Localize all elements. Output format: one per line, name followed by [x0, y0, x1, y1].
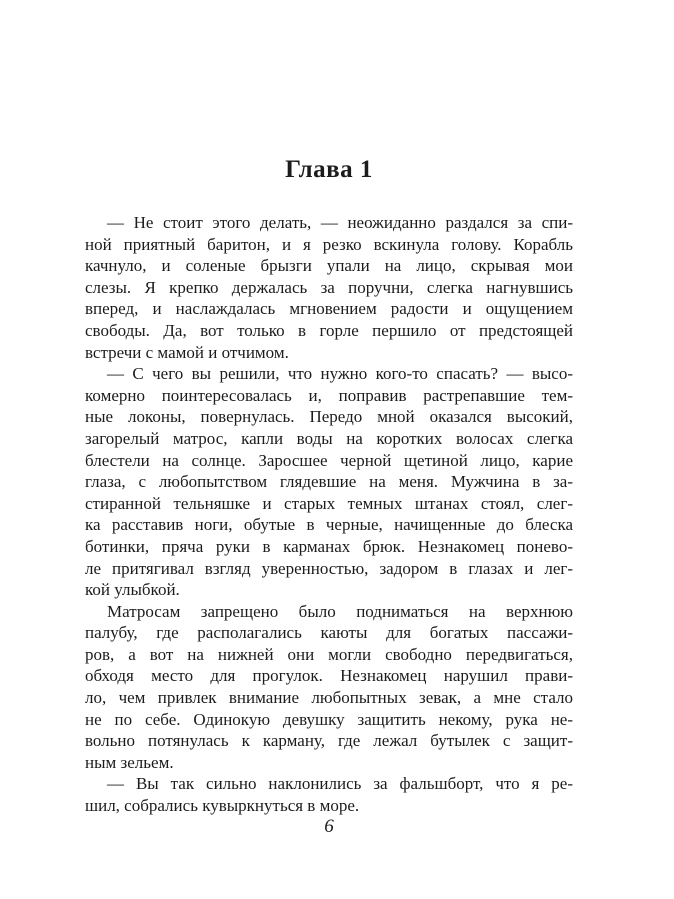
text-line: не по себе. Одинокую девушку защитить некому, рука не-	[85, 709, 573, 729]
text-line: ка расставив ноги, обутые в черные, начищенные до блеска	[85, 515, 573, 535]
text-line: ло, чем привлек внимание любопытных зевак, а мне стало	[85, 688, 573, 708]
text-line: качнуло, и соленые брызги упали на лицо, скрывая мои	[85, 256, 573, 276]
text-line: — Вы так сильно наклонились за фальшборт, что я ре-	[107, 774, 573, 794]
text-line: блестели на солнце. Заросшее черной щетиной лицо, карие	[85, 450, 573, 470]
text-line: ным зельем.	[85, 752, 174, 772]
text-line: шил, собрались кувыркнуться в море.	[85, 796, 360, 816]
text-line: ботинки, пряча руки в карманах брюк. Незнакомец понево-	[85, 536, 573, 556]
body-text	[85, 212, 573, 817]
text-line: — С чего вы решили, что нужно кого-то спасать? — высо-	[107, 364, 573, 384]
text-line: ной приятный баритон, и я резко вскинула голову. Корабль	[85, 234, 573, 254]
text-line: — Не стоит этого делать, — неожиданно раздался за спи-	[107, 213, 573, 232]
text-line: кой улыбкой.	[85, 580, 180, 600]
text-line: глаза, с любопытством глядевшие на меня. Мужчина в за-	[85, 472, 573, 492]
text-line: свободы. Да, вот только в горле першило от предстоящей	[85, 320, 573, 340]
page-number: 6	[324, 816, 334, 837]
text-line: слезы. Я крепко держалась за поручни, слегка нагнувшись	[85, 277, 573, 297]
text-line: обходя место для прогулок. Незнакомец нарушил прави-	[85, 666, 573, 686]
chapter-title: Глава 1	[285, 156, 373, 183]
text-line: ле притягивал взгляд уверенностью, задором в глазах и лег-	[85, 558, 573, 578]
text-line: загорелый матрос, капли воды на коротких волосах слегка	[85, 428, 573, 448]
text-line: комерно поинтересовалась и, поправив растрепавшие тем-	[85, 385, 573, 405]
text-line: вольно потянулась к карману, где лежал бутылек с защит-	[85, 731, 573, 751]
text-line: ров, а вот на нижней они могли свободно передвигаться,	[85, 644, 573, 664]
text-line: Матросам запрещено было подниматься на верхнюю	[107, 601, 573, 621]
text-line: ные локоны, повернулась. Передо мной оказался высокий,	[85, 407, 573, 427]
text-line: стиранной тельняшке и старых темных штанах стоял, слег-	[85, 493, 573, 513]
text-line: палубу, где располагались каюты для богатых пассажи-	[85, 623, 573, 643]
text-line: вперед, и наслаждалась мгновением радости и ощущением	[85, 299, 573, 319]
text-line: встречи с мамой и отчимом.	[85, 342, 289, 362]
